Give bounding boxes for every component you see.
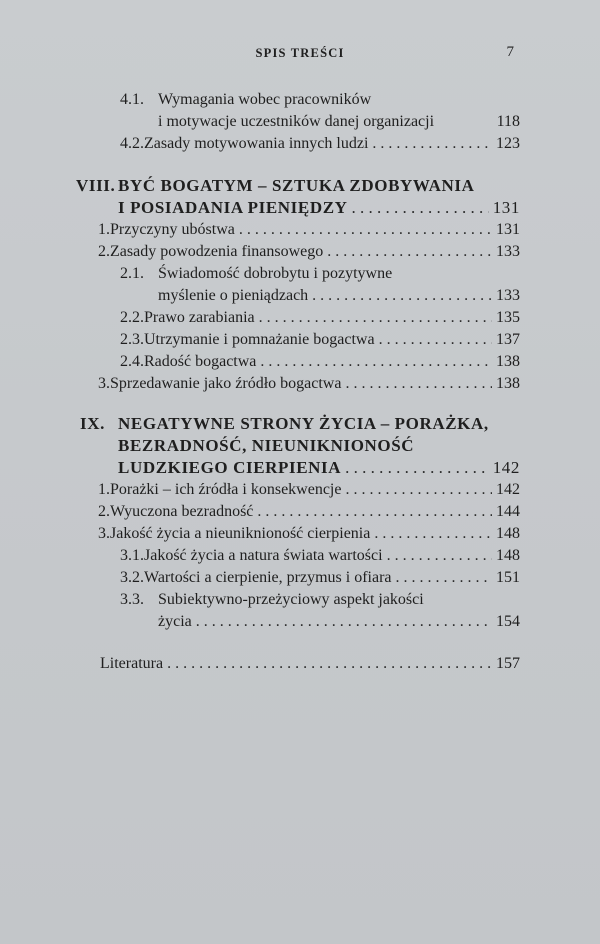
entry-label: Subiektywno-przeżyciowy aspekt jakości — [158, 591, 424, 608]
running-title: SPIS TREŚCI — [255, 46, 345, 60]
entry-number: 1. — [98, 481, 110, 498]
entry-page: 123 — [496, 135, 520, 152]
entry-number: 2.2. — [120, 309, 144, 326]
entry-page: 148 — [496, 547, 520, 564]
entry-page: 157 — [496, 655, 520, 672]
entry-label: Świadomość dobrobytu i pozytywne — [158, 265, 393, 282]
toc-chapter-8-line1 — [76, 176, 520, 198]
toc-chapter-8-line2 — [118, 198, 520, 220]
dot-leader — [257, 502, 492, 522]
toc-entry-9-3-1 — [120, 546, 520, 568]
entry-page: 131 — [492, 198, 520, 217]
toc-chapter-9-line1 — [80, 414, 520, 436]
entry-label: Przyczyny ubóstwa — [110, 221, 235, 238]
entry-label: Zasady powodzenia finansowego — [110, 243, 324, 260]
entry-label: Radość bogactwa — [144, 353, 257, 370]
dot-leader — [372, 134, 492, 154]
entry-number: 2.3. — [120, 331, 144, 348]
entry-number: 3.3. — [120, 591, 144, 608]
toc-entry-4-1-line1 — [120, 90, 520, 112]
entry-page: 137 — [496, 331, 520, 348]
toc-entry-8-1 — [98, 220, 520, 242]
toc-chapter-9-line2 — [118, 436, 520, 458]
entry-number: 3. — [98, 375, 110, 392]
entry-number: 3.1. — [120, 547, 144, 564]
entry-number: 2. — [98, 243, 110, 260]
entry-page: 148 — [496, 525, 520, 542]
entry-page: 142 — [492, 458, 520, 477]
chapter-title: NEGATYWNE STRONY ŻYCIA – PORAŻKA, — [118, 414, 489, 433]
toc-entry-8-2-4 — [120, 352, 520, 374]
entry-number: 3. — [98, 525, 110, 542]
entry-number: 2. — [98, 503, 110, 520]
entry-page: 118 — [496, 113, 520, 130]
entry-label: Utrzymanie i pomnażanie bogactwa — [144, 331, 375, 348]
entry-label: Wymagania wobec pracowników — [158, 91, 372, 108]
chapter-title: BEZRADNOŚĆ, NIEUNIKNIONOŚĆ — [118, 436, 415, 455]
entry-page: 131 — [496, 221, 520, 238]
chapter-number: VIII. — [76, 176, 116, 195]
toc-entry-8-2 — [98, 242, 520, 264]
running-head — [0, 44, 600, 64]
entry-page: 142 — [496, 481, 520, 498]
toc-entry-8-2-1-line1 — [120, 264, 520, 286]
entry-label: Literatura — [100, 655, 164, 672]
dot-leader — [239, 220, 492, 240]
dot-leader — [260, 352, 492, 372]
entry-label: Prawo zarabiania — [144, 309, 255, 326]
entry-label: Jakość życia a natura świata wartości — [144, 547, 383, 564]
entry-number: 1. — [98, 221, 110, 238]
entry-label: Wartości a cierpienie, przymus i ofiara — [144, 569, 392, 586]
entry-label: i motywacje uczestników danej organizacji — [158, 113, 435, 130]
entry-label: myślenie o pieniądzach — [158, 287, 309, 304]
entry-label: Zasady motywowania innych ludzi — [144, 135, 369, 152]
toc-chapter-9-line3 — [118, 458, 520, 480]
dot-leader — [379, 330, 492, 350]
dot-leader — [396, 568, 493, 588]
toc-entry-8-2-2 — [120, 308, 520, 330]
toc-entry-9-3 — [98, 524, 520, 546]
entry-label: Porażki – ich źródła i konsekwencje — [110, 481, 342, 498]
dot-leader — [167, 654, 492, 674]
chapter-title: I POSIADANIA PIENIĘDZY — [118, 198, 348, 217]
dot-leader — [345, 480, 492, 500]
chapter-number: IX. — [80, 414, 105, 433]
dot-leader — [327, 242, 492, 262]
toc-entry-4-1-line2 — [158, 112, 520, 134]
dot-leader — [259, 308, 492, 328]
entry-label: Sprzedawanie jako źródło bogactwa — [110, 375, 342, 392]
chapter-title: LUDZKIEGO CIERPIENIA — [118, 458, 342, 477]
entry-number: 2.1. — [120, 265, 144, 282]
entry-page: 133 — [496, 287, 520, 304]
toc-entry-4-2 — [120, 134, 520, 156]
entry-label: Wyuczona bezradność — [110, 503, 254, 520]
dot-leader — [196, 612, 492, 632]
entry-page: 151 — [496, 569, 520, 586]
entry-page: 135 — [496, 309, 520, 326]
entry-page: 138 — [496, 375, 520, 392]
toc-entry-9-2 — [98, 502, 520, 524]
entry-number: 2.4. — [120, 353, 144, 370]
chapter-title: BYĆ BOGATYM – SZTUKA ZDOBYWANIA — [118, 176, 475, 195]
page-number: 7 — [506, 44, 514, 60]
toc-entry-9-3-3-line1 — [120, 590, 520, 612]
dot-leader — [345, 458, 489, 478]
toc-entry-8-2-1-line2 — [158, 286, 520, 308]
toc-entry-9-3-2 — [120, 568, 520, 590]
entry-label: życia — [158, 613, 192, 630]
dot-leader — [312, 286, 492, 306]
toc-entry-9-1 — [98, 480, 520, 502]
entry-number: 4.1. — [120, 91, 144, 108]
entry-page: 138 — [496, 353, 520, 370]
entry-page: 133 — [496, 243, 520, 260]
entry-page: 154 — [496, 613, 520, 630]
toc-entry-8-3 — [98, 374, 520, 396]
toc-entry-9-3-3-line2 — [158, 612, 520, 634]
toc-entry-literatura — [100, 654, 520, 676]
dot-leader — [345, 374, 492, 394]
dot-leader — [387, 546, 492, 566]
entry-number: 3.2. — [120, 569, 144, 586]
entry-number: 4.2. — [120, 135, 144, 152]
entry-page: 144 — [496, 503, 520, 520]
entry-label: Jakość życia a nieuniknioność cierpienia — [110, 525, 371, 542]
toc-entry-8-2-3 — [120, 330, 520, 352]
dot-leader — [352, 198, 489, 218]
dot-leader — [374, 524, 492, 544]
